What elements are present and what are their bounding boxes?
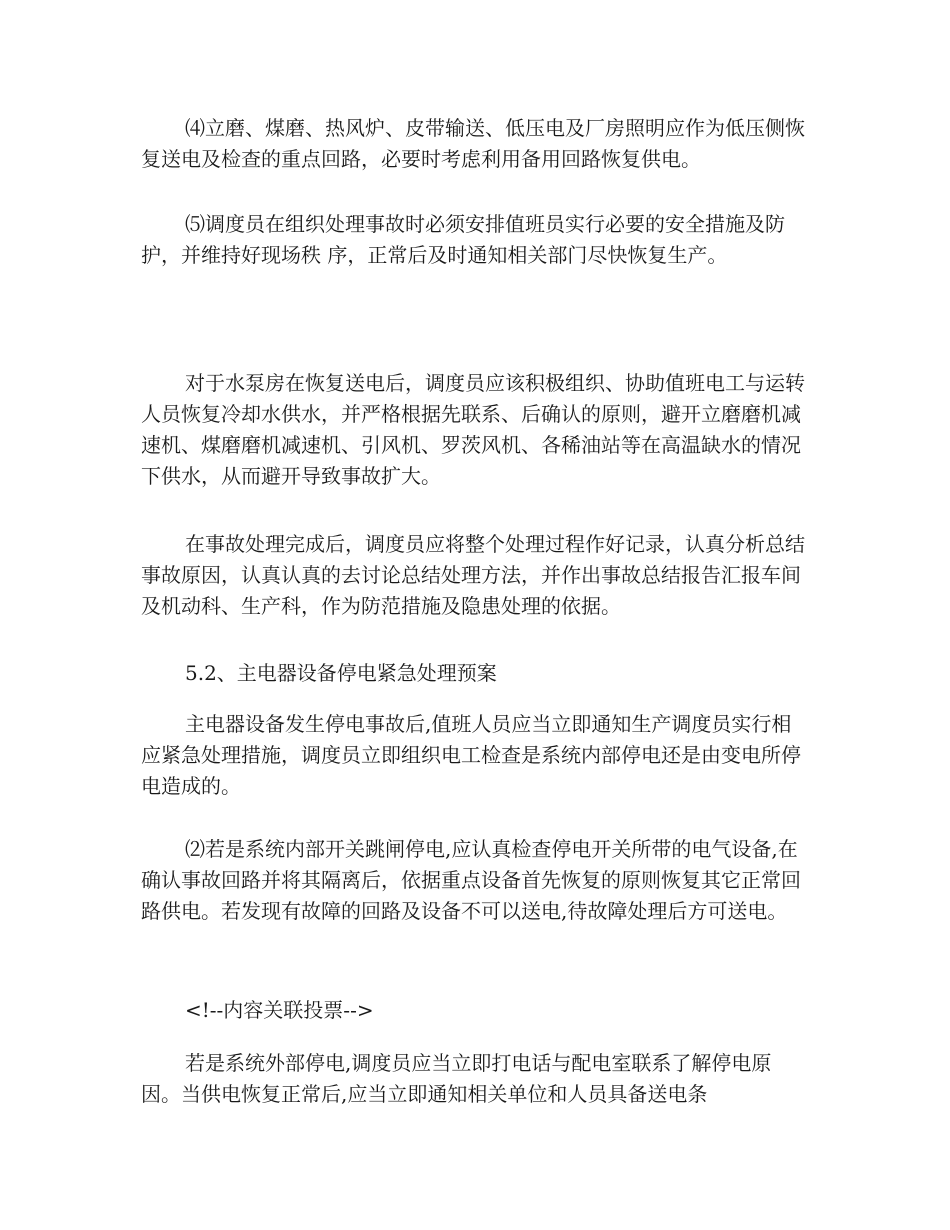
paragraph-low-voltage-priority: ⑷立磨、煤磨、热风炉、皮带输送、低压电及厂房照明应作为低压侧恢复送电及检查的重点回路，必要时考虑利用备用回路恢复供电。 [141,116,805,171]
paragraph-dispatcher-safety: ⑸调度员在组织处理事故时必须安排值班员实行必要的安全措施及防护，并维持好现场秩 序，正常后及时通知相关部门尽快恢复生产。 [141,212,785,267]
section-heading: 5.2、主电器设备停电紧急处理预案 [185,661,497,685]
comment-marker: <!--内容关联投票--> [185,998,374,1022]
paragraph-internal-trip: ⑵若是系统内部开关跳闸停电,应认真检查停电开关所带的电气设备,在确认事故回路并将其隔离后，依据重点设备首先恢复的原则恢复其它正常回路供电。若发现有故障的回路及设备不可以送电,待故障处理后方可送电。 [141,837,801,923]
paragraph-pump-room: 对于水泵房在恢复送电后，调度员应该积极组织、协助值班电工与运转人员恢复冷却水供水，并严格根据先联系、后确认的原则，避开立磨磨机减速机、煤磨磨机减速机、引风机、罗茨风机、各稀油站等在高温缺水的情况下供水，从而避开导致事故扩大。 [141,371,805,488]
paragraph-external-outage: 若是系统外部停电,调度员应当立即打电话与配电室联系了解停电原因。当供电恢复正常后,应当立即通知相关单位和人员具备送电条 [141,1051,772,1106]
paragraph-accident-record: 在事故处理完成后，调度员应将整个处理过程作好记录，认真分析总结事故原因，认真认真的去讨论总结处理方法，并作出事故总结报告汇报车间及机动科、生产科，作为防范措施及隐患处理的依据。 [141,532,805,618]
paragraph-main-equipment-outage: 主电器设备发生停电事故后,值班人员应当立即通知生产调度员实行相应紧急处理措施，调度员立即组织电工检查是系统内部停电还是由变电所停电造成的。 [141,712,801,798]
